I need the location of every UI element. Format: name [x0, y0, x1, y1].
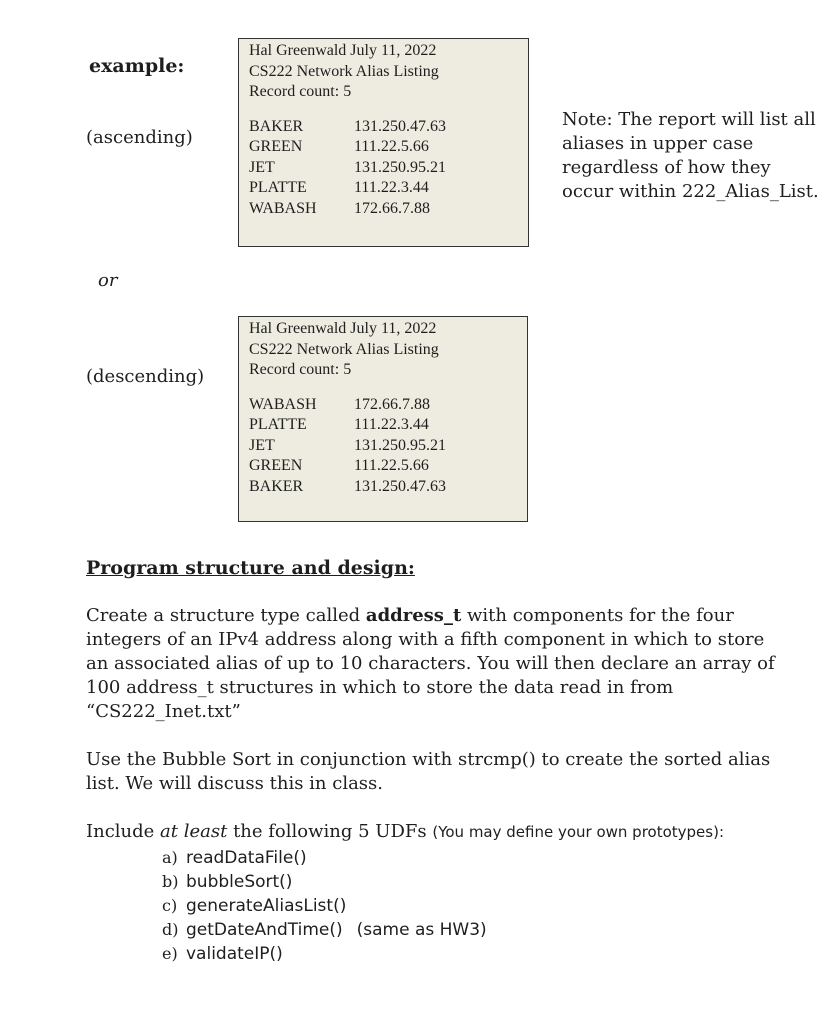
listing-row [249, 158, 528, 179]
listing-header-line: Record count: 5 [249, 83, 352, 100]
para-text: the following 5 UDFs [227, 821, 433, 842]
bubble-sort-paragraph: Use the Bubble Sort in conjunction with strcmp() to create the sorted alias list. We will discuss this in class. [86, 749, 771, 794]
listing-row [249, 415, 527, 436]
structure-paragraph [86, 604, 786, 724]
emphasis-text: at least [160, 821, 228, 842]
listing-header [249, 319, 527, 381]
udf-name: validateIP() [186, 944, 283, 964]
list-item [162, 942, 487, 966]
udf-note: (same as HW3) [356, 920, 487, 940]
listing-row [249, 137, 528, 158]
row-ip: 172.66.7.88 [354, 395, 430, 413]
prototype-note: (You may define your own prototypes): [432, 823, 725, 841]
listing-row [249, 199, 528, 220]
row-ip: 131.250.95.21 [354, 158, 446, 176]
row-ip: 131.250.47.63 [354, 117, 446, 135]
section-heading: Program structure and design: [86, 557, 415, 579]
listing-header-line: CS222 Network Alias Listing [249, 340, 439, 358]
row-alias: WABASH [249, 395, 317, 413]
descending-label: (descending) [86, 366, 205, 387]
row-alias: PLATTE [249, 179, 307, 196]
udf-name: bubbleSort() [186, 872, 293, 892]
listing-header-line: CS222 Network Alias Listing [249, 62, 439, 80]
row-alias: BAKER [249, 477, 304, 495]
ascending-listing-box [238, 38, 529, 247]
row-ip: 131.250.47.63 [354, 477, 446, 495]
struct-name: address_t [365, 605, 462, 626]
row-alias: BAKER [249, 117, 304, 135]
row-ip: 131.250.95.21 [354, 436, 446, 454]
para-text: with components for the four integers of an IPv4 address along with a fifth component in which to store an associated alias of up to 10 characters. You will then declare an array of 100 address_t structures in which to store the data read in from “CS222_Inet.txt” [86, 605, 775, 722]
listing-row [249, 117, 528, 138]
row-alias: JET [249, 158, 275, 176]
listing-row [249, 178, 528, 199]
listing-row [249, 395, 527, 416]
udf-name: generateAliasList() [186, 896, 347, 916]
example-label: example: [89, 55, 185, 77]
row-alias: PLATTE [249, 416, 307, 433]
udf-name: readDataFile() [186, 848, 307, 868]
or-label: or [98, 270, 118, 291]
row-alias: WABASH [249, 199, 317, 217]
para-text: Create a structure type called [86, 605, 366, 626]
row-alias: GREEN [249, 457, 303, 474]
list-item [162, 894, 487, 918]
list-letter: b) [162, 872, 179, 891]
ascending-label: (ascending) [86, 127, 193, 148]
list-letter: d) [162, 920, 179, 939]
listing-header-line: Hal Greenwald July 11, 2022 [249, 320, 437, 337]
list-item [162, 870, 487, 894]
row-ip: 172.66.7.88 [354, 199, 430, 217]
listing-header [249, 41, 528, 103]
list-item [162, 846, 487, 870]
row-ip: 111.22.5.66 [354, 457, 429, 474]
row-ip: 111.22.3.44 [354, 416, 429, 433]
udf-list [162, 846, 487, 966]
list-letter: e) [162, 944, 178, 963]
list-letter: a) [162, 848, 178, 867]
row-ip: 111.22.3.44 [354, 179, 429, 196]
listing-header-line: Record count: 5 [249, 361, 352, 378]
row-ip: 111.22.5.66 [354, 138, 429, 155]
descending-listing-box [238, 316, 528, 522]
listing-header-line: Hal Greenwald July 11, 2022 [249, 42, 437, 59]
list-item [162, 918, 487, 942]
listing-row [249, 456, 527, 477]
para-text: Include [86, 821, 161, 842]
include-paragraph [86, 820, 786, 844]
list-letter: c) [162, 896, 178, 915]
listing-row [249, 477, 527, 498]
listing-row [249, 436, 527, 457]
udf-name: getDateAndTime() [186, 920, 343, 940]
row-alias: GREEN [249, 138, 303, 155]
row-alias: JET [249, 436, 275, 454]
upper-case-note: Note: The report will list all aliases in upper case regardless of how they occur within 222_Alias_List. [562, 109, 819, 202]
